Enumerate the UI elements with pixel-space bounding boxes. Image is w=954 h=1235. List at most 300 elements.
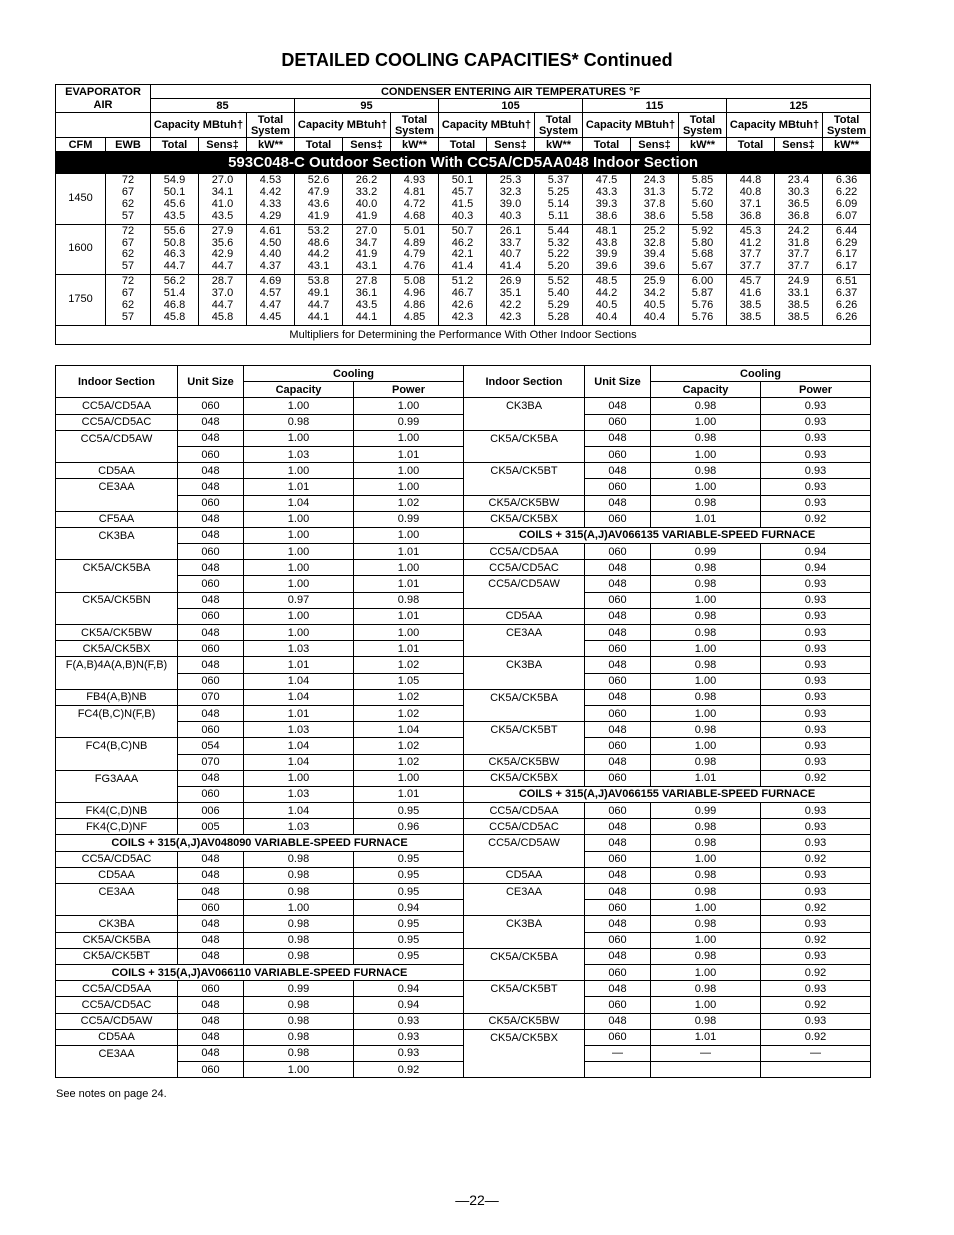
unit-size: 060 <box>178 544 244 560</box>
indoor-section: CE3AA <box>56 479 178 495</box>
total-header: Total <box>439 138 487 152</box>
capacity-multiplier: 1.00 <box>244 576 354 592</box>
cooling-header: Cooling <box>651 366 871 382</box>
capacity-multiplier: 0.98 <box>244 867 354 883</box>
power-multiplier: 0.93 <box>354 1029 464 1045</box>
value-cell: 51.2 46.7 42.6 42.3 <box>439 275 487 326</box>
total-header: Total <box>151 138 199 152</box>
value-cell: 5.37 5.25 5.14 5.11 <box>535 174 583 225</box>
indoor-section: CK5A/CK5BN <box>56 592 178 608</box>
table-row <box>56 495 871 511</box>
indoor-section: CC5A/CD5AA <box>464 544 585 560</box>
capacity-multiplier: 1.03 <box>244 786 354 802</box>
unit-size: 060 <box>585 851 651 867</box>
capacity-multiplier: 1.00 <box>651 964 761 980</box>
unit-size: 048 <box>585 884 651 900</box>
capacity-multiplier: 1.00 <box>244 463 354 479</box>
unit-size: 048 <box>585 495 651 511</box>
unit-size: 060 <box>585 803 651 819</box>
indoor-section: CD5AA <box>464 867 585 883</box>
power-multiplier: 0.93 <box>761 608 871 624</box>
capacity-multiplier: 1.00 <box>651 900 761 916</box>
power-multiplier: 0.95 <box>354 948 464 964</box>
indoor-section: CK5A/CK5BT <box>464 722 585 738</box>
indoor-section: F(A,B)4A(A,B)N(F,B) <box>56 657 178 673</box>
table-row <box>56 1062 871 1078</box>
unit-size: 048 <box>585 916 651 932</box>
power-multiplier: 1.00 <box>354 479 464 495</box>
table-row <box>56 835 871 851</box>
indoor-section <box>56 446 178 462</box>
unit-size: 048 <box>585 819 651 835</box>
table-row <box>56 754 871 770</box>
value-cell: 27.8 36.1 43.5 44.1 <box>343 275 391 326</box>
unit-size: 060 <box>178 722 244 738</box>
power-multiplier: 0.99 <box>354 511 464 527</box>
table-row <box>56 705 871 721</box>
unit-size: 048 <box>585 835 651 851</box>
indoor-section: CE3AA <box>56 884 178 900</box>
value-cell: 4.53 4.42 4.33 4.29 <box>247 174 295 225</box>
power-multiplier: 0.93 <box>761 884 871 900</box>
indoor-section: CK5A/CK5BW <box>56 625 178 641</box>
power-multiplier: 0.93 <box>354 1013 464 1029</box>
indoor-section: CK5A/CK5BA <box>464 948 585 964</box>
power-multiplier: 0.93 <box>761 414 871 430</box>
table-row <box>56 608 871 624</box>
capacity-multiplier: 1.00 <box>651 738 761 754</box>
power-multiplier: 0.93 <box>761 430 871 446</box>
value-cell: 5.52 5.40 5.29 5.28 <box>535 275 583 326</box>
value-cell: 4.69 4.57 4.47 4.45 <box>247 275 295 326</box>
indoor-section <box>56 722 178 738</box>
capacity-multiplier: 1.00 <box>244 900 354 916</box>
indoor-section: CE3AA <box>464 884 585 900</box>
power-multiplier: 1.02 <box>354 754 464 770</box>
indoor-section: CK3BA <box>56 527 178 543</box>
power-multiplier: 0.93 <box>761 948 871 964</box>
value-cell: 25.9 34.2 40.5 40.4 <box>631 275 679 326</box>
unit-size: 048 <box>585 722 651 738</box>
unit-size: 048 <box>178 430 244 446</box>
unit-size: 048 <box>178 414 244 430</box>
power-multiplier: 1.00 <box>354 625 464 641</box>
table-row <box>56 479 871 495</box>
capacity-multiplier: 0.98 <box>651 689 761 705</box>
power-multiplier: 0.93 <box>761 738 871 754</box>
capacity-multiplier: 1.04 <box>244 495 354 511</box>
ewb-values: 72 67 62 57 <box>106 275 151 326</box>
furnace-group-header: COILS + 315(A,J)AV066155 VARIABLE-SPEED FURNACE <box>464 786 871 802</box>
power-multiplier: 0.93 <box>761 479 871 495</box>
temp-header: 95 <box>295 99 439 113</box>
kw-header: kW** <box>247 138 295 152</box>
table-row <box>56 932 871 948</box>
power-multiplier: 0.92 <box>761 900 871 916</box>
indoor-section <box>56 495 178 511</box>
power-multiplier: 0.95 <box>354 803 464 819</box>
capacity-multiplier: 1.00 <box>651 414 761 430</box>
value-cell: 6.00 5.87 5.76 5.76 <box>679 275 727 326</box>
value-cell: 45.7 41.6 38.5 38.5 <box>727 275 775 326</box>
indoor-section <box>56 900 178 916</box>
unit-size: — <box>585 1045 651 1061</box>
power-multiplier: 0.92 <box>761 770 871 786</box>
table-row <box>56 803 871 819</box>
unit-size: 060 <box>178 981 244 997</box>
power-multiplier: 0.93 <box>761 916 871 932</box>
capacity-multiplier: 0.98 <box>651 948 761 964</box>
multipliers-row <box>56 325 871 344</box>
capacity-multiplier: 0.98 <box>651 835 761 851</box>
unit-size: 048 <box>585 981 651 997</box>
capacity-multiplier: 0.98 <box>244 932 354 948</box>
temp-header: 125 <box>727 99 871 113</box>
indoor-section: CK5A/CK5BX <box>464 511 585 527</box>
value-cell: 53.8 49.1 44.7 44.1 <box>295 275 343 326</box>
capacity-multiplier: 1.00 <box>651 851 761 867</box>
unit-size: 060 <box>178 673 244 689</box>
power-multiplier: 0.94 <box>354 981 464 997</box>
capacity-header: Capacity <box>651 382 761 398</box>
indoor-section: CD5AA <box>56 867 178 883</box>
table-row <box>56 398 871 414</box>
unit-size: 060 <box>585 932 651 948</box>
table-row <box>56 770 871 786</box>
power-multiplier: 1.01 <box>354 576 464 592</box>
capacity-multiplier: 1.03 <box>244 641 354 657</box>
indoor-section <box>464 705 585 721</box>
value-cell: 27.0 34.7 41.9 43.1 <box>343 224 391 275</box>
power-multiplier: 1.04 <box>354 722 464 738</box>
value-cell: 28.7 37.0 44.7 45.8 <box>199 275 247 326</box>
indoor-section <box>464 446 585 462</box>
capacity-multiplier: 1.00 <box>651 479 761 495</box>
power-multiplier: 0.93 <box>761 867 871 883</box>
evaporator-air-header: EVAPORATOR AIR <box>56 85 151 113</box>
power-multiplier <box>761 1062 871 1078</box>
indoor-section: FC4(B,C)NB <box>56 738 178 754</box>
power-multiplier: 1.02 <box>354 657 464 673</box>
total-header: Total <box>583 138 631 152</box>
value-cell: 5.01 4.89 4.79 4.76 <box>391 224 439 275</box>
capacity-multiplier: 0.98 <box>651 754 761 770</box>
unit-size: 048 <box>178 884 244 900</box>
indoor-section: CE3AA <box>464 625 585 641</box>
power-multiplier: 1.01 <box>354 641 464 657</box>
ewb-values: 72 67 62 57 <box>106 224 151 275</box>
power-multiplier: 1.00 <box>354 527 464 543</box>
unit-size: 060 <box>585 964 651 980</box>
unit-size: 060 <box>585 1029 651 1045</box>
capacity-multiplier: 1.04 <box>244 803 354 819</box>
capacity-header: Capacity MBtuh† <box>439 113 535 138</box>
capacity-multiplier: 0.98 <box>651 657 761 673</box>
table-row <box>56 592 871 608</box>
indoor-section: CC5A/CD5AA <box>56 398 178 414</box>
capacity-multiplier: 0.98 <box>651 1013 761 1029</box>
cooling-capacity-table <box>55 84 871 345</box>
indoor-section <box>464 997 585 1013</box>
cfm-value: 1450 <box>56 174 106 225</box>
unit-size: 048 <box>585 689 651 705</box>
power-multiplier: 0.93 <box>761 754 871 770</box>
capacity-multiplier: 0.98 <box>651 916 761 932</box>
indoor-section <box>464 932 585 948</box>
indoor-section <box>464 900 585 916</box>
table-row <box>56 948 871 964</box>
capacity-header: Capacity MBtuh† <box>295 113 391 138</box>
indoor-section: CC5A/CD5AA <box>56 981 178 997</box>
capacity-multiplier: 0.98 <box>651 463 761 479</box>
unit-size: 048 <box>178 463 244 479</box>
table-row <box>56 1013 871 1029</box>
indoor-section: CC5A/CD5AC <box>464 819 585 835</box>
value-cell: 5.92 5.80 5.68 5.67 <box>679 224 727 275</box>
table-row <box>56 689 871 705</box>
indoor-section: CC5A/CD5AC <box>56 997 178 1013</box>
capacity-multiplier: 0.98 <box>651 560 761 576</box>
unit-size: 048 <box>585 657 651 673</box>
capacity-multiplier: 0.98 <box>651 576 761 592</box>
indoor-section: CK3BA <box>464 657 585 673</box>
indoor-section <box>56 576 178 592</box>
indoor-section: CC5A/CD5AW <box>56 1013 178 1029</box>
value-cell: 54.9 50.1 45.6 43.5 <box>151 174 199 225</box>
indoor-section: CK5A/CK5BA <box>56 560 178 576</box>
capacity-multiplier: 1.04 <box>244 754 354 770</box>
kw-header: kW** <box>391 138 439 152</box>
table-row <box>56 1045 871 1061</box>
furnace-group-header: COILS + 315(A,J)AV066135 VARIABLE-SPEED FURNACE <box>464 527 871 543</box>
value-cell: 53.2 48.6 44.2 43.1 <box>295 224 343 275</box>
indoor-section: FG3AAA <box>56 770 178 786</box>
unit-size: 060 <box>585 738 651 754</box>
power-multiplier: 0.95 <box>354 851 464 867</box>
power-multiplier: 0.93 <box>761 398 871 414</box>
capacity-multiplier: 1.01 <box>244 657 354 673</box>
indoor-section: CK5A/CK5BT <box>56 948 178 964</box>
capacity-multiplier: 0.98 <box>651 608 761 624</box>
indoor-section: CC5A/CD5AW <box>464 835 585 851</box>
unit-size: 060 <box>585 641 651 657</box>
capacity-multiplier: 1.01 <box>244 705 354 721</box>
indoor-section: CC5A/CD5AC <box>464 560 585 576</box>
condenser-temp-header: CONDENSER ENTERING AIR TEMPERATURES °F <box>151 85 871 99</box>
power-multiplier: 0.93 <box>761 722 871 738</box>
power-multiplier: 0.93 <box>761 495 871 511</box>
indoor-section <box>56 786 178 802</box>
indoor-section-header: Indoor Section <box>464 366 585 398</box>
unit-size: 048 <box>178 592 244 608</box>
value-cell: 23.4 30.3 36.5 36.8 <box>775 174 823 225</box>
section-title-row <box>56 152 871 174</box>
value-cell: 50.7 46.2 42.1 41.4 <box>439 224 487 275</box>
indoor-section: CK5A/CK5BW <box>464 1013 585 1029</box>
power-multiplier: 1.05 <box>354 673 464 689</box>
unit-size: 060 <box>585 544 651 560</box>
capacity-multiplier: 1.00 <box>244 430 354 446</box>
power-multiplier: 1.00 <box>354 463 464 479</box>
power-multiplier: 0.95 <box>354 916 464 932</box>
indoor-section: CK5A/CK5BT <box>464 463 585 479</box>
indoor-section <box>56 544 178 560</box>
unit-size: 048 <box>178 527 244 543</box>
indoor-section: CC5A/CD5AA <box>464 803 585 819</box>
table-row <box>56 1029 871 1045</box>
unit-size: 048 <box>585 430 651 446</box>
indoor-section: CK5A/CK5BX <box>56 641 178 657</box>
capacity-multiplier: 0.98 <box>244 1029 354 1045</box>
indoor-section: CK5A/CK5BW <box>464 754 585 770</box>
value-cell: 25.2 32.8 39.4 39.6 <box>631 224 679 275</box>
value-cell: 48.1 43.8 39.9 39.6 <box>583 224 631 275</box>
power-multiplier: 0.92 <box>761 964 871 980</box>
unit-size: 060 <box>178 1062 244 1078</box>
capacity-multiplier: 1.00 <box>651 705 761 721</box>
power-multiplier: 0.93 <box>761 835 871 851</box>
unit-size: 048 <box>178 1029 244 1045</box>
capacity-multiplier: 1.00 <box>244 511 354 527</box>
indoor-section <box>56 1062 178 1078</box>
unit-size: 060 <box>585 673 651 689</box>
unit-size: 070 <box>178 689 244 705</box>
indoor-section: CK5A/CK5BA <box>464 689 585 705</box>
capacity-header: Capacity MBtuh† <box>583 113 679 138</box>
table-row <box>56 657 871 673</box>
cfm-value: 1750 <box>56 275 106 326</box>
indoor-section <box>464 414 585 430</box>
cooling-header: Cooling <box>244 366 464 382</box>
indoor-section <box>464 851 585 867</box>
unit-size: 048 <box>178 932 244 948</box>
value-cell: 6.51 6.37 6.26 6.26 <box>823 275 871 326</box>
total-system-header: Total System <box>823 113 871 138</box>
capacity-multiplier: 1.01 <box>244 479 354 495</box>
power-multiplier: 0.92 <box>761 932 871 948</box>
temp-row <box>56 99 871 113</box>
power-multiplier: 1.01 <box>354 608 464 624</box>
power-multiplier: 0.94 <box>761 544 871 560</box>
indoor-section: CK3BA <box>56 916 178 932</box>
indoor-section <box>56 608 178 624</box>
power-multiplier: 0.98 <box>354 592 464 608</box>
power-multiplier: 0.94 <box>354 997 464 1013</box>
unit-size <box>585 1062 651 1078</box>
unit-size: 048 <box>178 1045 244 1061</box>
power-multiplier: 0.95 <box>354 932 464 948</box>
unit-size: 048 <box>585 398 651 414</box>
table-row <box>56 997 871 1013</box>
capacity-multiplier: 1.00 <box>651 673 761 689</box>
indoor-section: CK5A/CK5BT <box>464 981 585 997</box>
capacity-multiplier: 0.98 <box>651 819 761 835</box>
capacity-multiplier: 1.00 <box>244 544 354 560</box>
power-multiplier: 0.99 <box>354 414 464 430</box>
capacity-multiplier: 0.98 <box>244 1013 354 1029</box>
value-cell: 27.9 35.6 42.9 44.7 <box>199 224 247 275</box>
total-header: Total <box>727 138 775 152</box>
capacity-multiplier: 0.98 <box>651 495 761 511</box>
indoor-section: FK4(C,D)NB <box>56 803 178 819</box>
capacity-multiplier: 1.00 <box>244 625 354 641</box>
unit-size: 060 <box>585 479 651 495</box>
unit-size: 060 <box>178 495 244 511</box>
unit-size: 060 <box>178 900 244 916</box>
unit-size: 060 <box>585 900 651 916</box>
table-row <box>56 641 871 657</box>
multipliers-title: Multipliers for Determining the Performance With Other Indoor Sections <box>56 325 871 344</box>
kw-header: kW** <box>679 138 727 152</box>
unit-size: 060 <box>178 608 244 624</box>
value-cell: 48.5 44.2 40.5 40.4 <box>583 275 631 326</box>
value-cell: 26.1 33.7 40.7 41.4 <box>487 224 535 275</box>
indoor-section: FB4(A,B)NB <box>56 689 178 705</box>
indoor-section <box>464 964 585 980</box>
power-multiplier: 1.00 <box>354 430 464 446</box>
indoor-section: CD5AA <box>464 608 585 624</box>
value-cell: 56.2 51.4 46.8 45.8 <box>151 275 199 326</box>
value-cell: 52.6 47.9 43.6 41.9 <box>295 174 343 225</box>
total-system-header: Total System <box>535 113 583 138</box>
data-row <box>56 174 871 225</box>
table-row <box>56 786 871 802</box>
cfm-value: 1600 <box>56 224 106 275</box>
value-cell: 50.1 45.7 41.5 40.3 <box>439 174 487 225</box>
indoor-section <box>464 1062 585 1078</box>
capacity-multiplier: 0.98 <box>651 625 761 641</box>
capacity-multiplier: 0.99 <box>651 544 761 560</box>
indoor-section <box>464 673 585 689</box>
unit-size: 060 <box>585 592 651 608</box>
sens-header: Sens‡ <box>487 138 535 152</box>
power-multiplier: 0.93 <box>761 981 871 997</box>
capacity-multiplier: 1.00 <box>244 560 354 576</box>
capacity-multiplier: 0.98 <box>651 398 761 414</box>
unit-size: 048 <box>585 463 651 479</box>
value-cell: 5.85 5.72 5.60 5.58 <box>679 174 727 225</box>
footnote: See notes on page 24. <box>56 1088 167 1100</box>
value-cell: 5.08 4.96 4.86 4.85 <box>391 275 439 326</box>
power-multiplier: 0.92 <box>761 851 871 867</box>
table-row <box>56 446 871 462</box>
value-cell: 6.44 6.29 6.17 6.17 <box>823 224 871 275</box>
table-row <box>56 430 871 446</box>
power-multiplier: 0.95 <box>354 867 464 883</box>
value-cell: 24.9 33.1 38.5 38.5 <box>775 275 823 326</box>
table-row <box>56 916 871 932</box>
unit-size: 048 <box>585 608 651 624</box>
indoor-section: CC5A/CD5AC <box>56 414 178 430</box>
unit-size: 060 <box>585 997 651 1013</box>
unit-size: 060 <box>585 446 651 462</box>
unit-size: 048 <box>585 560 651 576</box>
power-multiplier: 0.92 <box>761 1029 871 1045</box>
unit-size: 048 <box>178 1013 244 1029</box>
unit-size: 060 <box>585 705 651 721</box>
indoor-section: FC4(B,C)N(F,B) <box>56 705 178 721</box>
capacity-multiplier: 1.01 <box>651 1029 761 1045</box>
capacity-multiplier: 0.98 <box>244 851 354 867</box>
unit-size: 060 <box>178 786 244 802</box>
ewb-header: EWB <box>106 138 151 152</box>
indoor-section: CC5A/CD5AW <box>56 430 178 446</box>
furnace-group-header: COILS + 315(A,J)AV066110 VARIABLE-SPEED FURNACE <box>56 964 464 980</box>
power-multiplier: 0.93 <box>761 641 871 657</box>
power-multiplier: 0.93 <box>761 463 871 479</box>
capacity-multiplier: 0.98 <box>244 997 354 1013</box>
power-multiplier: 0.92 <box>761 511 871 527</box>
